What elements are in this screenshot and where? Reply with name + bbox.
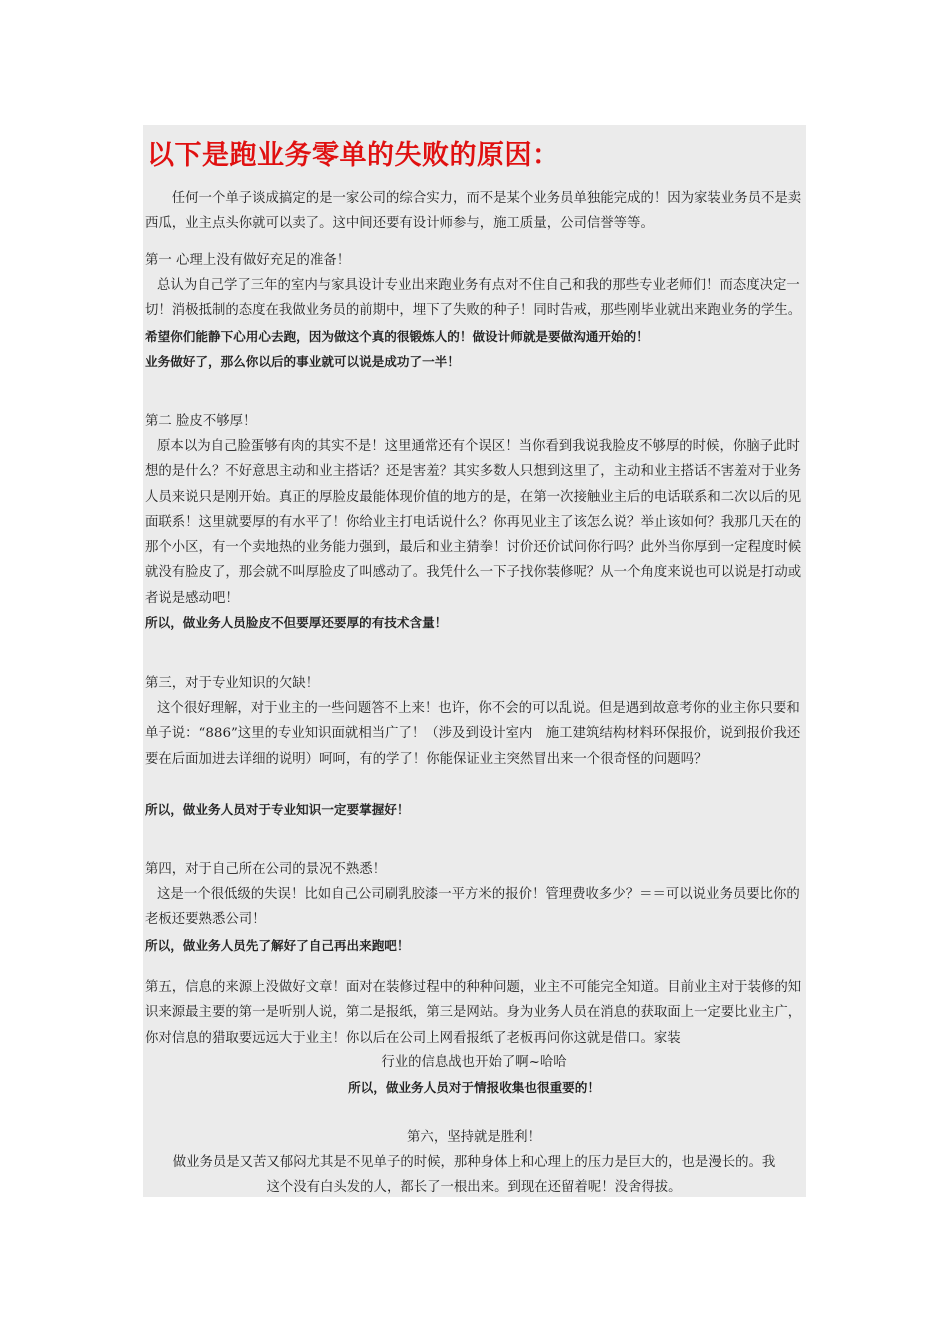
- section-2-heading: 第二 脸皮不够厚！: [145, 414, 257, 429]
- section-5-last-line: 行业的信息战也开始了啊~哈哈: [381, 1055, 567, 1070]
- section-3-heading: 第三，对于专业知识的欠缺！: [145, 676, 320, 691]
- section-5-conclusion: 所以，做业务人员对于情报收集也很重要的！: [348, 1080, 600, 1095]
- section-2-conclusion: 所以，做业务人员脸皮不但要厚还要厚的有技术含量！: [145, 615, 448, 630]
- section-5-body: 第五，信息的来源上没做好文章！面对在装修过程中的种种问题，业主不可能完全知道。目前业主对于装修的知识来源最主要的第一是听别人说，第二是报纸，第三是网站。身为业务人员在消息的获取面上一定要比业主广，你对信息的猎取要远远大于业主！你以后在公司上网看报纸了老板再问你这就是借口。家装: [145, 980, 802, 1046]
- section-3-body: 这个很好理解，对于业主的一些问题答不上来！也许，你不会的可以乱说。但是遇到故意考你的业主你只要和单子说：“886”这里的专业知识面就相当广了！（涉及到设计室内 施工建筑结构材料环保报价，说到报价我还要在后面加进去详细的说明）呵呵，有的学了！你能保证业主突然冒出来一个很奇怪的问题吗？: [145, 701, 801, 767]
- section-6-heading: 第六，坚持就是胜利！: [407, 1130, 541, 1145]
- section-6-line-1: 做业务员是又苦又郁闷尤其是不见单子的时候，那种身体上和心理上的压力是巨大的，也是漫长的。我: [172, 1155, 776, 1170]
- section-3-conclusion: 所以，做业务人员对于专业知识一定要掌握好！: [145, 802, 410, 817]
- section-4-heading: 第四，对于自己所在公司的景况不熟悉！: [145, 862, 387, 877]
- section-1-bold-advice: 希望你们能静下心用心去跑，因为做这个真的很锻炼人的！做设计师就是要做沟通开始的！: [145, 328, 649, 344]
- section-4-body: 这是一个很低级的失误！比如自己公司刷乳胶漆一平方米的报价！管理费收多少？＝＝可以说业务员要比你的老板还要熟悉公司！: [145, 887, 800, 928]
- section-1-heading: 第一 心理上没有做好充足的准备！: [145, 253, 351, 268]
- section-1-text: 总认为自己学了三年的室内与家具设计专业出来跑业务有点对不住自己和我的那些专业老师们！而态度决定一切！消极抵制的态度在我做业务员的前期中，埋下了失败的种子！同时告戒，那些刚毕业就出来跑业务的学生。: [145, 278, 802, 319]
- document-panel: [143, 125, 806, 1197]
- document-title: 以下是跑业务零单的失败的原因：: [147, 140, 560, 171]
- section-1-body: [145, 273, 803, 350]
- section-1-bold-conclusion: 业务做好了，那么你以后的事业就可以说是成功了一半！: [145, 354, 460, 369]
- section-6-line-2: 这个没有白头发的人，都长了一根出来。到现在还留着呢！没舍得拔。: [266, 1180, 682, 1195]
- intro-paragraph: 任何一个单子谈成搞定的是一家公司的综合实力，而不是某个业务员单独能完成的！因为家装业务员不是卖西瓜，业主点头你就可以卖了。这中间还要有设计师参与，施工质量，公司信誉等等。: [145, 191, 802, 232]
- section-4-conclusion: 所以，做业务人员先了解好了自己再出来跑吧！: [145, 938, 410, 953]
- section-2-body: 原本以为自己脸蛋够有肉的其实不是！这里通常还有个误区！当你看到我说我脸皮不够厚的时候，你脑子此时想的是什么？不好意思主动和业主搭话？还是害羞？其实多数人只想到这里了，主动和业主搭话不害羞对于业务人员来说只是刚开始。真正的厚脸皮最能体现价值的地方的是，在第一次接触业主后的电话联系和二次以后的见面联系！这里就要厚的有水平了！你给业主打电话说什么？你再见业主了该怎么说？举止该如何？我那几天在的那个小区，有一个卖地热的业务能力强到，最后和业主猜拳！讨价还价试问你行吗？此外当你厚到一定程度时候就没有脸皮了，那会就不叫厚脸皮了叫感动了。我凭什么一下子找你装修呢？从一个角度来说也可以说是打动或者说是感动吧！: [145, 439, 802, 606]
